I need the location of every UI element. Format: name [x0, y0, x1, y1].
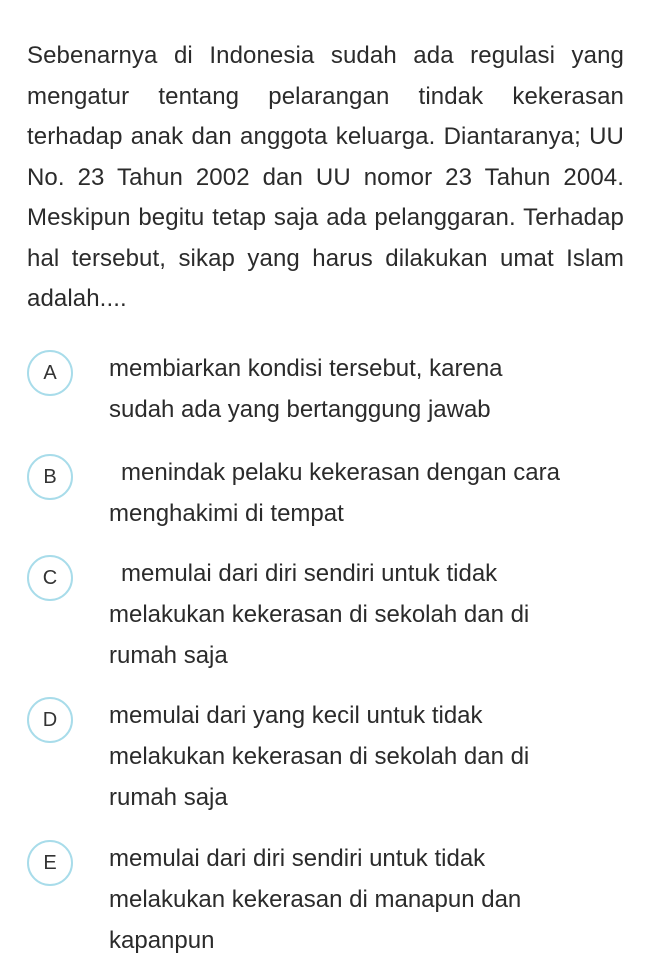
option-b-line-2: menghakimi di tempat	[109, 500, 344, 527]
question-text: Sebenarnya di Indonesia sudah ada regulasi yang mengatur tentang pelarangan tindak kekerasan terhadap anak dan anggota keluarga. Diantaranya; UU No. 23 Tahun 2002 dan UU nomor 23 Tahun 2004. Meskipun begitu tetap saja ada pelanggaran. Terhadap hal tersebut, sikap yang harus dilakukan umat Islam adalah....	[27, 42, 624, 312]
option-d-line-2: melakukan kekerasan di sekolah dan di	[109, 743, 530, 770]
option-b-line-1: menindak pelaku kekerasan dengan cara	[121, 459, 560, 486]
option-d-line-1: memulai dari yang kecil untuk tidak	[109, 702, 483, 729]
option-b-badge[interactable]: B	[27, 454, 73, 500]
option-c-badge[interactable]: C	[27, 555, 73, 601]
option-a-line-1: membiarkan kondisi tersebut, karena	[109, 355, 503, 382]
option-e-line-3: kapanpun	[109, 927, 215, 954]
option-a-badge[interactable]: A	[27, 350, 73, 396]
option-e-text[interactable]	[109, 838, 619, 961]
option-a-text[interactable]	[109, 348, 619, 430]
option-a-line-2: sudah ada yang bertanggung jawab	[109, 396, 491, 423]
option-c-text[interactable]	[109, 553, 619, 676]
option-e-badge[interactable]: E	[27, 840, 73, 886]
option-c-line-2: melakukan kekerasan di sekolah dan di	[109, 601, 530, 628]
option-d-text[interactable]	[109, 695, 619, 818]
option-d-line-3: rumah saja	[109, 784, 228, 811]
option-e-line-1: memulai dari diri sendiri untuk tidak	[109, 845, 486, 872]
option-b-text[interactable]	[109, 452, 619, 534]
option-e-line-2: melakukan kekerasan di manapun dan	[109, 886, 522, 913]
option-c-line-1: memulai dari diri sendiri untuk tidak	[121, 560, 498, 587]
option-d-badge[interactable]: D	[27, 697, 73, 743]
option-c-line-3: rumah saja	[109, 642, 228, 669]
